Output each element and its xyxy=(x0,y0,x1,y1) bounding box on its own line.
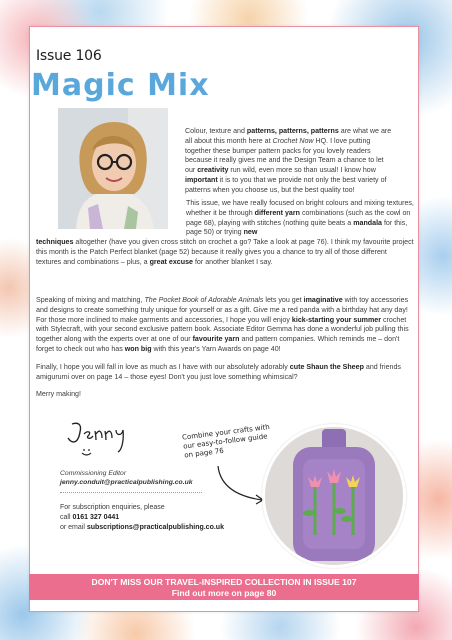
subs-phone[interactable]: 0161 327 0441 xyxy=(72,514,120,521)
subs-phone-line xyxy=(60,513,224,523)
text-run: HQ. I love putting together these bumper pattern packs for you lovely readers because it really gives me and the Design Team a chance to let our xyxy=(185,136,384,175)
text-run: techniques xyxy=(36,238,74,247)
focus-paragraph-top xyxy=(36,199,414,238)
signature xyxy=(64,418,144,460)
text-run: altogether (have you given cross stitch on crochet a go? Take a look at page 76). I think my favourite project this month is the Patch Perfect blanket (page 52) because it really gives you a chance to try all of those different textures and combinations – plus, a xyxy=(36,238,414,266)
text-run: combinations (such as the cowl on page 68), playing with stitches (nothing quite beats a xyxy=(186,208,411,227)
text-run: kick-starting your summer xyxy=(291,315,382,324)
text-run: are what we are all about this month here at xyxy=(185,127,392,145)
text-run: Crochet Now xyxy=(272,136,314,145)
text-run: cute Shaun the Sheep xyxy=(289,363,364,371)
text-run: favourite yarn xyxy=(192,335,240,344)
issue-promo-banner[interactable] xyxy=(29,574,419,600)
handwritten-note: Combine your crafts with our easy-to-follow guide on page 76 xyxy=(181,422,271,460)
banner-line2: Find out more on page 80 xyxy=(171,587,277,598)
sign-off: Merry making! xyxy=(36,390,81,398)
text-run: different yarn xyxy=(254,208,300,217)
page-title: Magic Mix xyxy=(31,68,210,103)
text-run: with this year's Yarn Awards on page 40! xyxy=(151,344,281,353)
text-run: and friends amigurumi over on page 14 – those eyes! Don't you just love something whimsical? xyxy=(36,363,401,381)
editor-credit xyxy=(60,470,193,487)
text-run: won big xyxy=(124,344,152,353)
subs-email[interactable]: subscriptions@practicalpublishing.co.uk xyxy=(86,524,224,531)
focus-paragraph xyxy=(36,199,414,268)
text-run: Speaking of mixing and matching, xyxy=(36,296,145,304)
text-run: and pattern companies. Which reminds me – don't forget to check out who has xyxy=(36,335,400,353)
text-run: Colour, texture and xyxy=(185,127,247,135)
text-run: crochet with Stylecraft, with your second exclusive pattern book. Associate Editor Gemma has done a wonderful job pulling this together along with the experts over at one of our xyxy=(36,315,409,344)
divider xyxy=(60,492,202,493)
text-run: Finally, I hope you will fall in love as much as I have with our absolutely adorably xyxy=(36,363,290,371)
text-run: creativity xyxy=(197,166,229,175)
signature-image xyxy=(64,418,144,460)
issue-label: Issue 106 xyxy=(36,48,102,64)
text-run: for this, page 50) or trying xyxy=(186,218,408,237)
subs-email-label: or email xyxy=(60,524,87,531)
text-run: mandala xyxy=(353,218,382,227)
text-run: important xyxy=(185,175,218,184)
text-run: great excuse xyxy=(149,257,193,266)
subscription-info xyxy=(60,503,224,533)
text-run: new xyxy=(243,228,258,237)
text-run: lets you get xyxy=(263,296,304,304)
text-run: This issue, we have really focused on bright colours and mixing textures, whether it be through xyxy=(186,199,414,217)
subs-call-label: call xyxy=(60,514,73,521)
closing-paragraph xyxy=(36,363,414,383)
focus-paragraph-rest xyxy=(36,238,414,267)
intro-paragraph xyxy=(185,127,395,196)
subs-line1: For subscription enquiries, please xyxy=(60,504,165,511)
text-run: it is to you that we provide not only the best variety of patterns when you choose us, but the best quality too! xyxy=(185,175,387,194)
hot-water-bottle-photo xyxy=(262,424,406,568)
text-run: The Pocket Book of Adorable Animals xyxy=(144,296,264,304)
text-run: imaginative xyxy=(303,296,343,304)
subs-email-line xyxy=(60,523,224,533)
text-run: with toy accessories and designs to create something truly unique for yourself or as a gift. Give me a red panda with a birthday hat any day! For those more inclined to make garments and accessories, I hope you will enjoy xyxy=(36,296,409,324)
text-run: for another blanket I say. xyxy=(192,257,273,266)
editor-email[interactable]: jenny.conduit@practicalpublishing.co.uk xyxy=(60,478,193,486)
banner-line1: DON'T MISS OUR TRAVEL-INSPIRED COLLECTION IN ISSUE 107 xyxy=(91,577,357,587)
books-paragraph xyxy=(36,296,414,355)
editor-role: Commissioning Editor xyxy=(60,470,127,477)
text-run: run wild, even more so than usual! I know how xyxy=(228,166,376,175)
text-run: patterns, patterns, patterns xyxy=(246,127,339,135)
